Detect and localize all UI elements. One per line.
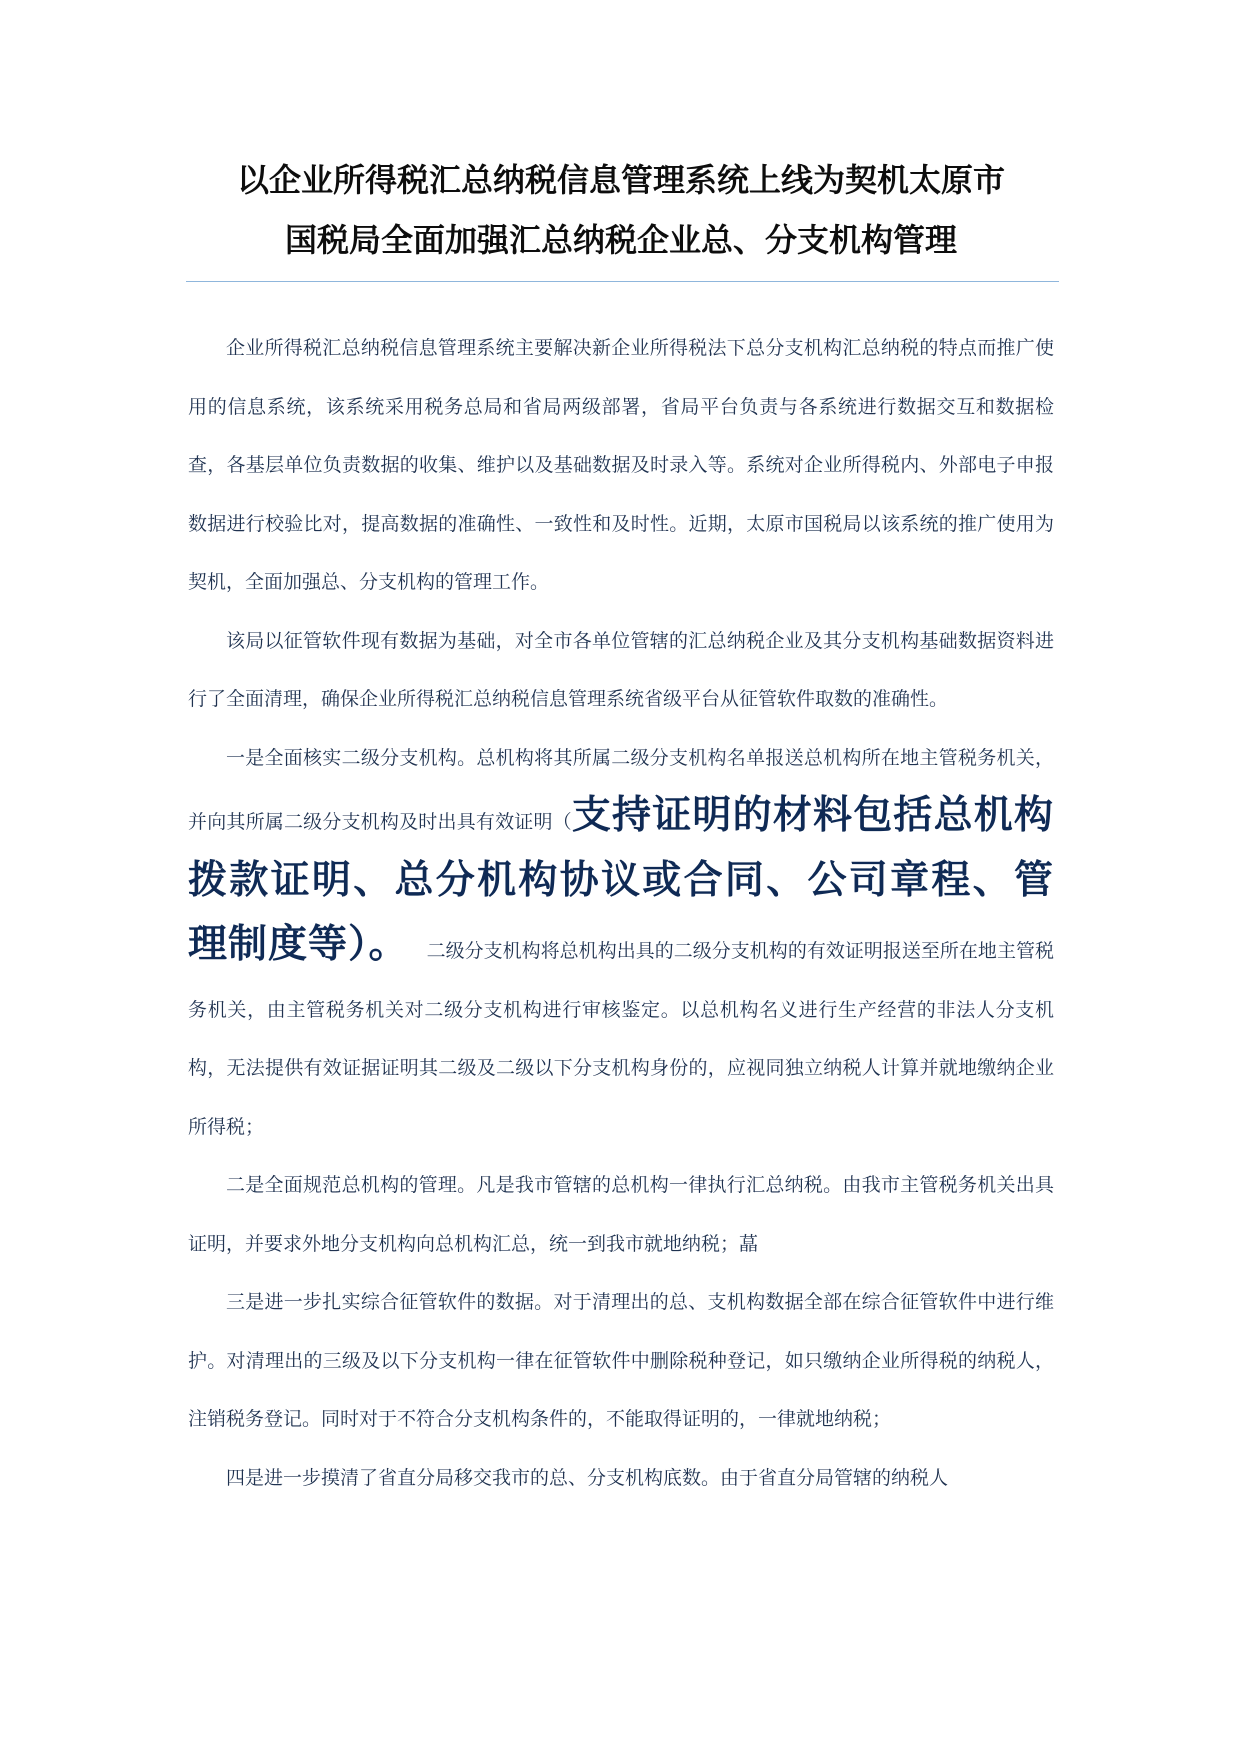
paragraph-data-cleanup: 该局以征管软件现有数据为基础，对全市各单位管辖的汇总纳税企业及其分支机构基础数据资料进行了全面清理，确保企业所得税汇总纳税信息管理系统省级平台从征管软件取数的准确性。: [188, 629, 1054, 710]
paragraph-item-three: 三是进一步扎实综合征管软件的数据。对于清理出的总、支机构数据全部在综合征管软件中进行维护。对清理出的三级及以下分支机构一律在征管软件中删除税种登记，如只缴纳企业所得税的纳税人，注销税务登记。同时对于不符合分支机构条件的，不能取得证明的，一律就地纳税；: [188, 1291, 1054, 1430]
item-one-emphasis: 支持证明的材料包括总机构拨款证明、总分机构协议或合同、公司章程、管理制度等）。: [188, 793, 1054, 967]
title-divider: [186, 281, 1059, 282]
title-line-1: 以企业所得税汇总纳税信息管理系统上线为契机太原市: [236, 161, 1005, 199]
document-title: [186, 150, 1056, 270]
document-body: [188, 319, 1054, 1507]
item-one-text-end: 二级分支机构将总机构出具的二级分支机构的有效证明报送至所在地主管税务机关，由主管税务机关对二级分支机构进行审核鉴定。以总机构名义进行生产经营的非法人分支机构，无法提供有效证据证明其二级及二级以下分支机构身份的，应视同独立纳税人计算并就地缴纳企业所得税；: [188, 940, 1054, 1138]
paragraph-item-one: [188, 729, 1054, 1157]
title-line-2: 国税局全面加强汇总纳税企业总、分支机构管理: [284, 221, 957, 259]
paragraph-intro: 企业所得税汇总纳税信息管理系统主要解决新企业所得税法下总分支机构汇总纳税的特点而推广使用的信息系统，该系统采用税务总局和省局两级部署，省局平台负责与各系统进行数据交互和数据检查，各基层单位负责数据的收集、维护以及基础数据及时录入等。系统对企业所得税内、外部电子申报数据进行校验比对，提高数据的准确性、一致性和及时性。近期，太原市国税局以该系统的推广使用为契机，全面加强总、分支机构的管理工作。: [188, 337, 1054, 593]
item-one-text-start: 一是全面核实二级分支机构。总机构将其所属二级分支机构名单报送总机构所在地主管税务机关，并向其所属二级分支机构及时出具有效证明（: [188, 746, 1054, 833]
paragraph-item-four: 四是进一步摸清了省直分局移交我市的总、分支机构底数。由于省直分局管辖的纳税人: [226, 1466, 949, 1489]
paragraph-item-two: 二是全面规范总机构的管理。凡是我市管辖的总机构一律执行汇总纳税。由我市主管税务机关出具证明，并要求外地分支机构向总机构汇总，统一到我市就地纳税；蕌: [188, 1174, 1054, 1255]
